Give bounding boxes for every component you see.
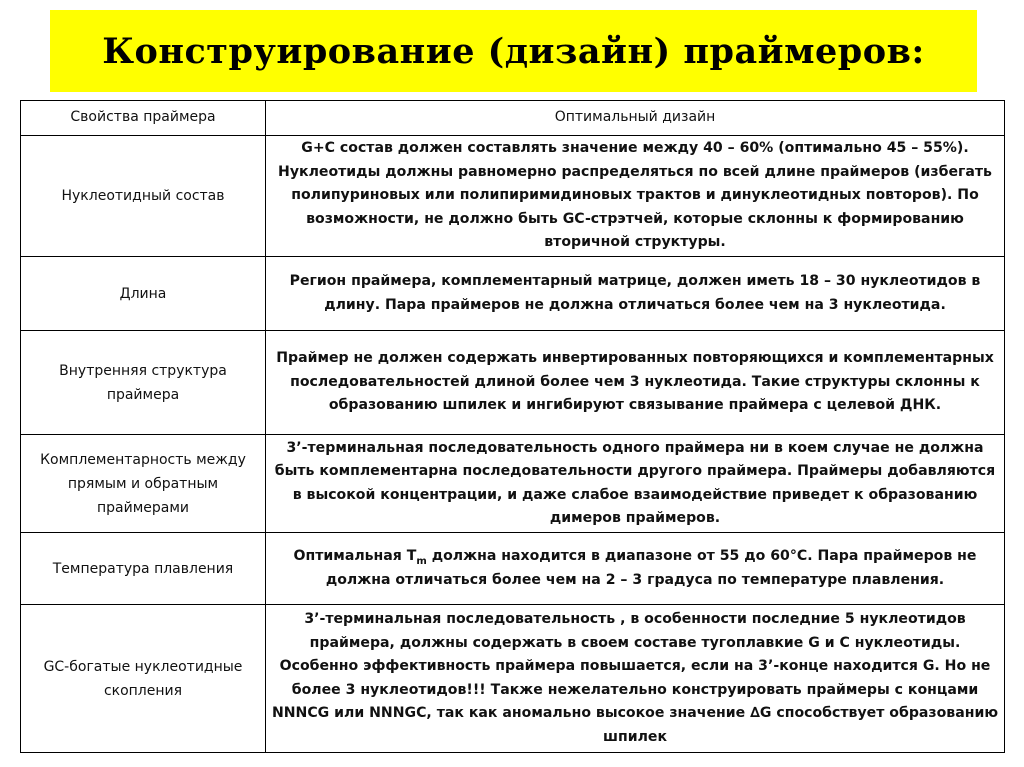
title-banner bbox=[50, 10, 977, 92]
row-design: Праймер не должен содержать инвертированных повторяющихся и комплементарных последовательностей длиной более чем 3 нуклеотида. Такие структуры склонны к образованию шпилек и ингибируют связывание праймера с целевой ДНК. bbox=[266, 331, 1005, 435]
row-property: Нуклеотидный состав bbox=[21, 136, 266, 257]
table-row bbox=[21, 331, 1005, 435]
table-row bbox=[21, 257, 1005, 331]
row-design: 3’-терминальная последовательность , в особенности последние 5 нуклеотидов праймера, должны содержать в своем составе тугоплавкие G и C нуклеотиды. Особенно эффективность праймера повышается, если на 3’-конце находится G. Но не более 3 нуклеотидов!!! Также нежелательно конструировать праймеры с концами NNNCG или NNNGC, так как аномально высокое значение ∆G способствует образованию шпилек bbox=[266, 605, 1005, 753]
column-header-property: Свойства праймера bbox=[21, 101, 266, 136]
row-design: Регион праймера, комплементарный матрице, должен иметь 18 – 30 нуклеотидов в длину. Пара праймеров не должна отличаться более чем на 3 нуклеотида. bbox=[266, 257, 1005, 331]
design-text-subscript: m bbox=[416, 555, 427, 567]
row-design: G+C состав должен составлять значение между 40 – 60% (оптимально 45 – 55%). Нуклеотиды должны равномерно распределяться по всей длине праймеров (избегать полипуриновых или полипиримидиновых трактов и динуклеотидных повторов). По возможности, не должно быть GC-стрэтчей, которые склонны к формированию вторичной структуры. bbox=[266, 136, 1005, 257]
primer-design-table bbox=[20, 100, 1005, 753]
row-property: Температура плавления bbox=[21, 533, 266, 605]
row-property: Внутренняя структура праймера bbox=[21, 331, 266, 435]
row-design: 3’-терминальная последовательность одного праймера ни в коем случае не должна быть комплементарна последовательности другого праймера. Праймеры добавляются в высокой концентрации, и даже слабое взаимодействие приведет к образованию димеров праймеров. bbox=[266, 435, 1005, 533]
row-property: Длина bbox=[21, 257, 266, 331]
row-property: GC-богатые нуклеотидные скопления bbox=[21, 605, 266, 753]
row-property: Комплементарность между прямым и обратным праймерами bbox=[21, 435, 266, 533]
design-text-pre: Оптимальная T bbox=[293, 548, 417, 564]
table-row bbox=[21, 533, 1005, 605]
column-header-design: Оптимальный дизайн bbox=[266, 101, 1005, 136]
page-title: Конструирование (дизайн) праймеров: bbox=[102, 30, 925, 72]
table-row bbox=[21, 435, 1005, 533]
table-row bbox=[21, 605, 1005, 753]
design-text-post: должна находится в диапазоне от 55 до 60°C. Пара праймеров не должна отличаться более чем на 2 – 3 градуса по температуре плавления. bbox=[325, 548, 977, 588]
table-header-row bbox=[21, 101, 1005, 136]
table-row bbox=[21, 136, 1005, 257]
row-design bbox=[266, 533, 1005, 605]
